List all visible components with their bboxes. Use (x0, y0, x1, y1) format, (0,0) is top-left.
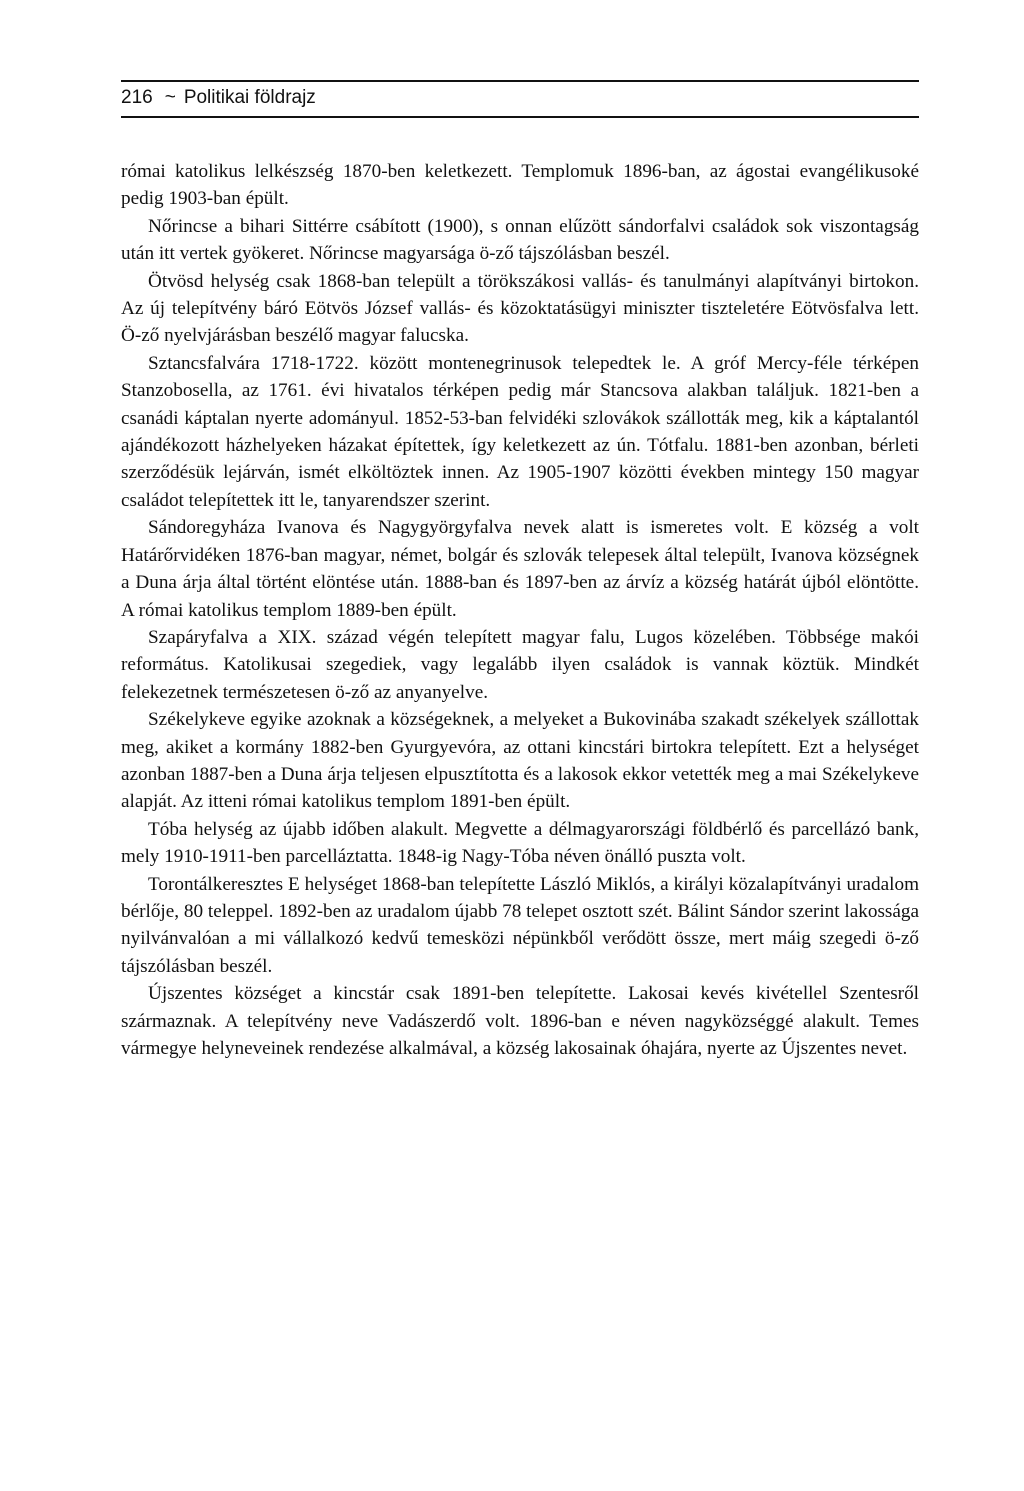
paragraph-szekelykeve: Székelykeve egyike azoknak a községeknek, a melyeket a Bukovinába szakadt székelyek szállottak meg, akiket a kormány 1882-ben Gyurgyevóra, az ottani kincstári birtokra telepített. Ezt a helységet azonban 1887-ben a Duna árja teljesen elpusztította és a lakosok ekkor vetették meg a mai Székelykeve alapját. Az itteni római katolikus templom 1891-ben épült. (121, 709, 919, 813)
running-header (121, 86, 316, 110)
page-header (121, 80, 919, 118)
paragraph-torontalkeresztes: Torontálkeresztes E helységet 1868-ban telepítette László Miklós, a királyi közalapítványi uradalom bérlője, 80 teleppel. 1892-ben az uradalom újabb 78 telepet osztott szét. Bálint Sándor szerint lakossága nyilvánvalóan a mi vállalkozó kedvű temesközi népünkből verődött össze, mert máig szegedi ö-ző tájszólásban beszél. (121, 873, 919, 977)
page-number: 216 (121, 87, 153, 108)
paragraph-szaparyfalva: Szapáryfalva a XIX. század végén telepített magyar falu, Lugos közelében. Többsége makói református. Katolikusai szegediek, vagy legalább ilyen családok is vannak köztük. Mindkét felekezetnek természetesen ö-ző az anyanyelve. (121, 626, 919, 703)
paragraph-norincse: Nőrincse a bihari Sittérre csábított (1900), s onnan elűzött sándorfalvi családok sok viszontagság után itt vertek gyökeret. Nőrincse magyarsága ö-ző tájszólásban beszél. (121, 215, 919, 265)
paragraph-otvosd: Ötvösd helység csak 1868-ban települt a törökszákosi vallás- és tanulmányi alapítványi birtokon. Az új telepítvény báró Eötvös József vallás- és közoktatásügyi miniszter tiszteletére Eötvösfalva lett. Ö-ző nyelvjárásban beszélő magyar falucska. (121, 270, 919, 347)
paragraph-sztancsfalvara: Sztancsfalvára 1718-1722. között montenegrinusok telepedtek le. A gróf Mercy-féle térképen Stanzobosella, az 1761. évi hivatalos térképen pedig már Stancsova alakban találjuk. 1821-ben a csanádi káptalan nyerte adományul. 1852-53-ban felvidéki szlovákok szállották meg, kik a káptalantól ajándékozott házhelyeken házakat építettek, így keletkezett az ún. Tótfalu. 1881-ben azonban, bérleti szerződésük lejárván, ismét elköltöztek innen. Az 1905-1907 közötti években mintegy 150 magyar családot telepítettek itt le, tanyarendszer szerint. (121, 352, 919, 511)
text-body (121, 158, 919, 1062)
paragraph-toba: Tóba helység az újabb időben alakult. Megvette a délmagyarországi földbérlő és parcellázó bank, mely 1910-1911-ben parcelláztatta. 1848-ig Nagy-Tóba néven önálló puszta volt. (121, 818, 919, 868)
running-title: Politikai földrajz (183, 87, 316, 108)
paragraph-sandoregyhaza: Sándoregyháza Ivanova és Nagygyörgyfalva nevek alatt is ismeretes volt. E község a volt Határőrvidéken 1876-ban magyar, német, bolgár és szlovák telepesek által települt, Ivanova községnek a Duna árja által történt elöntése után. 1888-ban és 1897-ben az árvíz a község határát újból elöntötte. A római katolikus templom 1889-ben épült. (121, 517, 919, 621)
paragraph-ujszentes: Újszentes községet a kincstár csak 1891-ben telepítette. Lakosai kevés kivétellel Szentesről származnak. A telepítvény neve Vadászerdő volt. 1896-ban e néven nagyközséggé alakult. Temes vármegye helyneveinek rendezése alkalmával, a község lakosainak óhajára, nyerte az Újszentes nevet. (121, 983, 919, 1059)
header-separator: ~ (164, 87, 176, 108)
paragraph-continuation: római katolikus lelkészség 1870-ben keletkezett. Templomuk 1896-ban, az ágostai evangélikusoké pedig 1903-ban épült. (121, 161, 919, 210)
